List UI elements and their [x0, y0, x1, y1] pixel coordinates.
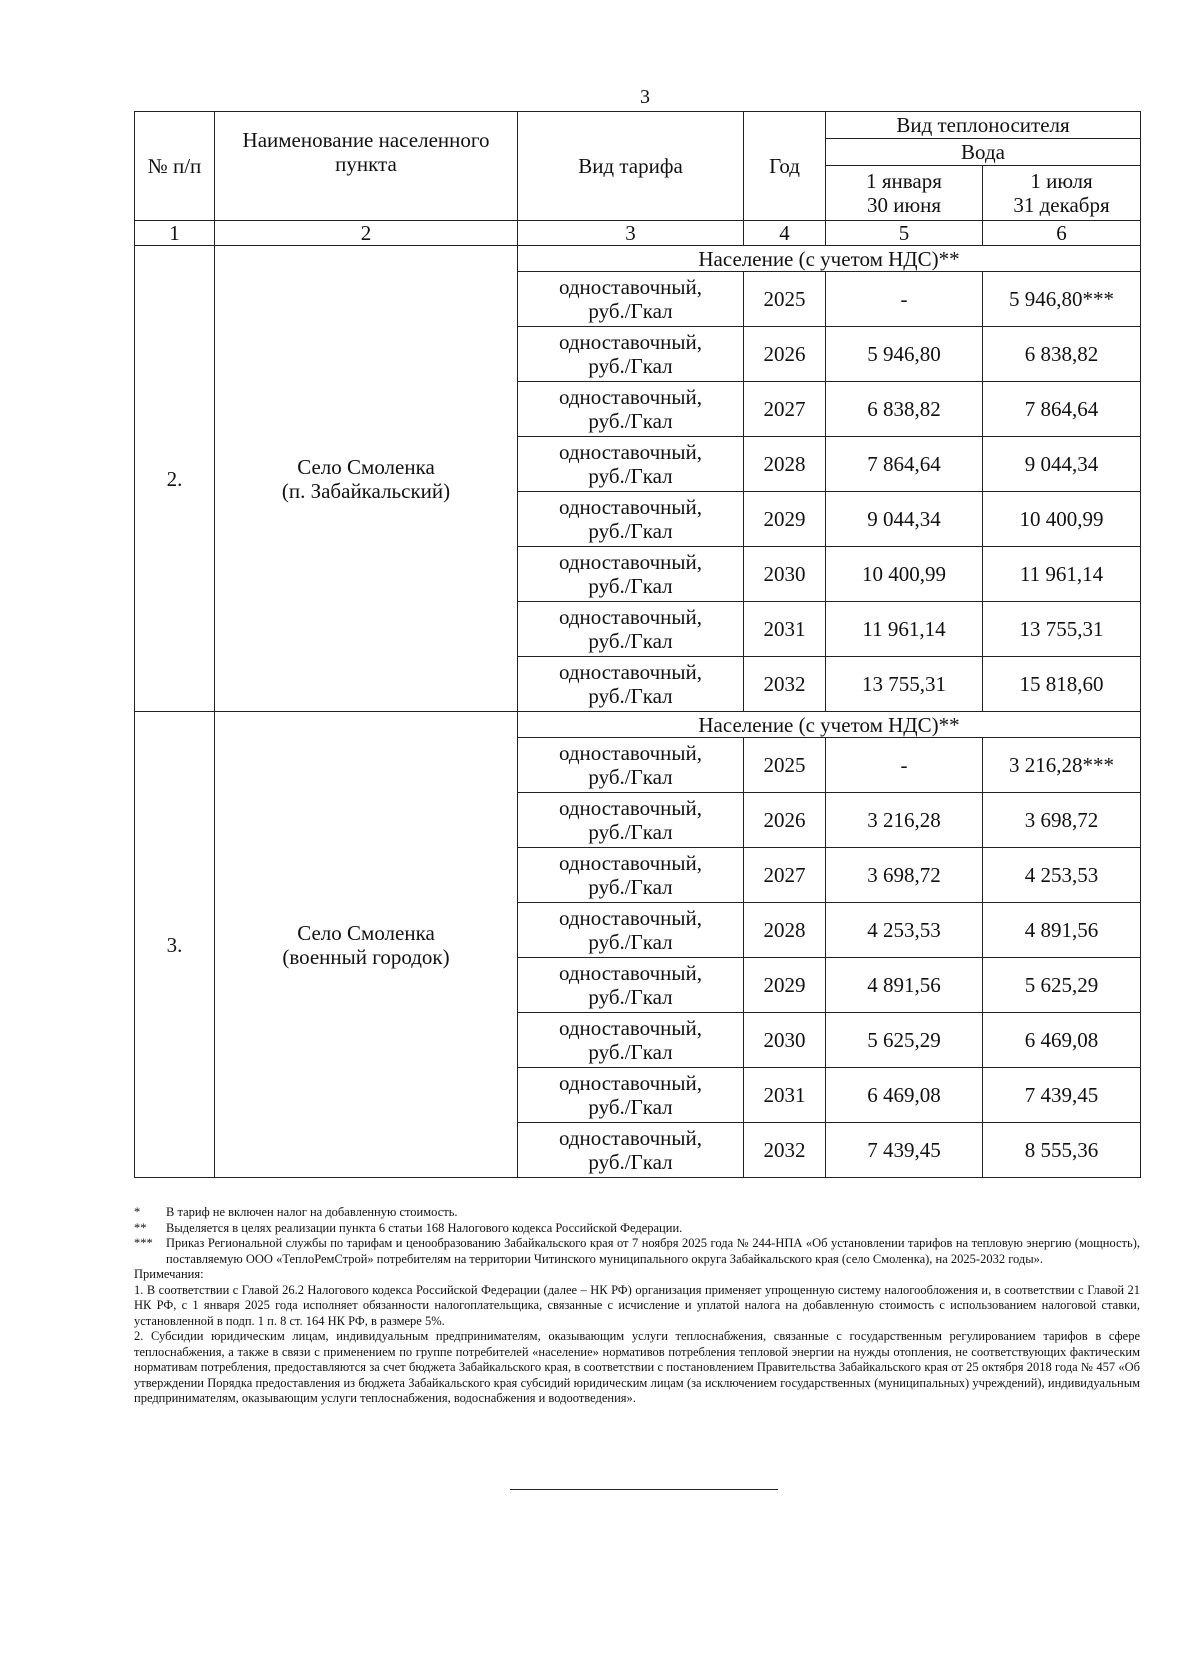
tariff-h1-cell: 13 755,31 — [826, 657, 983, 712]
tariff-type-line-2: руб./Гкал — [588, 464, 673, 488]
column-number-4: 4 — [744, 221, 826, 246]
tariff-type-line-2: руб./Гкал — [588, 1095, 673, 1119]
tariff-type-line-1: одноставочный, — [558, 440, 703, 464]
tariff-type-line-1: одноставочный, — [558, 495, 703, 519]
year-cell: 2031 — [744, 602, 826, 657]
tariff-type-line-2: руб./Гкал — [588, 299, 673, 323]
header-period-2-start: 1 июля — [1030, 169, 1093, 193]
tariff-h2-cell: 8 555,36 — [983, 1123, 1141, 1178]
year-cell: 2029 — [744, 492, 826, 547]
tariff-h1-cell: 4 891,56 — [826, 958, 983, 1013]
tariff-type-line-1: одноставочный, — [558, 906, 703, 930]
section-number: 3. — [135, 712, 215, 1178]
end-divider — [510, 1489, 778, 1490]
notes-block — [134, 1205, 1140, 1407]
consumer-category: Население (с учетом НДС)** — [518, 712, 1141, 738]
tariff-type-line-1: одноставочный, — [558, 330, 703, 354]
place-name-line-1: Село Смоленка — [297, 454, 435, 479]
tariff-type-line-1: одноставочный, — [558, 851, 703, 875]
tariff-h1-cell: - — [826, 272, 983, 327]
tariff-h1-cell: 6 469,08 — [826, 1068, 983, 1123]
section-header-row — [135, 712, 1141, 738]
tariff-type — [518, 437, 744, 492]
tariff-type-line-1: одноставочный, — [558, 660, 703, 684]
tariff-type — [518, 657, 744, 712]
tariff-h1-cell: - — [826, 738, 983, 793]
header-period-2-end: 31 декабря — [1013, 193, 1110, 217]
tariff-type-line-1: одноставочный, — [558, 796, 703, 820]
tariff-h2-cell: 10 400,99 — [983, 492, 1141, 547]
note-2: 2. Субсидии юридическим лицам, индивидуальным предпринимателям, оказывающим услуги теплоснабжения, связанные с государственным регулированием тарифов в сфере теплоснабжения, а также в связи с применением по группе потребителей «население» нормативов потребления тепловой энергии на нужды отопления, не соответствующих фактическим нормативам потребления, предоставляются за счет бюджета Забайкальского края, в соответствии с постановлением Правительства Забайкальского края от 25 октября 2018 года № 457 «Об утверждении Порядка предоставления из бюджета Забайкальского края субсидий юридическим лицам (за исключением государственных (муниципальных) учреждений), индивидуальным предпринимателям, оказывающим услуги теплоснабжения, водоснабжения и водоотведения». — [134, 1329, 1140, 1405]
tariff-type-line-1: одноставочный, — [558, 385, 703, 409]
tariff-h2-cell: 3 698,72 — [983, 793, 1141, 848]
tariff-type — [518, 848, 744, 903]
tariff-type — [518, 547, 744, 602]
header-year: Год — [744, 112, 826, 221]
tariff-type — [518, 1013, 744, 1068]
tariff-type-line-2: руб./Гкал — [588, 985, 673, 1009]
tariff-h1-cell: 11 961,14 — [826, 602, 983, 657]
tariff-type — [518, 793, 744, 848]
header-carrier-group: Вид теплоносителя — [826, 112, 1141, 139]
tariff-type — [518, 492, 744, 547]
tariff-table — [134, 111, 1141, 1178]
year-cell: 2025 — [744, 272, 826, 327]
tariff-h1-cell: 3 698,72 — [826, 848, 983, 903]
place-name-line-2: (военный городок) — [282, 944, 450, 969]
place-name — [215, 246, 518, 712]
tariff-type-line-2: руб./Гкал — [588, 519, 673, 543]
tariff-type-line-2: руб./Гкал — [588, 820, 673, 844]
header-num: № п/п — [135, 112, 215, 221]
tariff-h1-cell: 4 253,53 — [826, 903, 983, 958]
tariff-h1-cell: 5 946,80 — [826, 327, 983, 382]
header-period-1 — [826, 166, 983, 221]
section-header-row — [135, 246, 1141, 272]
footnote: *** Приказ Региональной службы по тарифам и ценообразованию Забайкальского края от 7 ноября 2025 года № 244-НПА «Об установлении тарифов на тепловую энергию (мощность), поставляемую ООО «ТеплоРемСтрой» потребителям на территории Читинского муниципального округа Забайкальского края (село Смоленка), на 2025-2032 годы». — [134, 1236, 1140, 1266]
notes-title: Примечания: — [134, 1267, 204, 1281]
year-cell: 2032 — [744, 657, 826, 712]
tariff-type-line-1: одноставочный, — [558, 1126, 703, 1150]
year-cell: 2028 — [744, 437, 826, 492]
column-number-1: 1 — [135, 221, 215, 246]
tariff-h1-cell: 9 044,34 — [826, 492, 983, 547]
tariff-h2-cell: 5 625,29 — [983, 958, 1141, 1013]
year-cell: 2032 — [744, 1123, 826, 1178]
year-cell: 2026 — [744, 327, 826, 382]
tariff-type — [518, 1068, 744, 1123]
tariff-type-line-1: одноставочный, — [558, 605, 703, 629]
tariff-h2-cell: 7 864,64 — [983, 382, 1141, 437]
year-cell: 2030 — [744, 1013, 826, 1068]
tariff-type-line-2: руб./Гкал — [588, 629, 673, 653]
tariff-h1-cell: 5 625,29 — [826, 1013, 983, 1068]
tariff-h1-cell: 10 400,99 — [826, 547, 983, 602]
column-number-3: 3 — [518, 221, 744, 246]
tariff-type — [518, 327, 744, 382]
year-cell: 2031 — [744, 1068, 826, 1123]
tariff-h2-cell: 4 253,53 — [983, 848, 1141, 903]
footnote: * В тариф не включен налог на добавленную стоимость. — [134, 1205, 458, 1219]
tariff-h1-cell: 6 838,82 — [826, 382, 983, 437]
consumer-category: Население (с учетом НДС)** — [518, 246, 1141, 272]
tariff-type-line-1: одноставочный, — [558, 275, 703, 299]
tariff-h2-cell: 6 838,82 — [983, 327, 1141, 382]
tariff-type — [518, 382, 744, 437]
header-carrier: Вода — [826, 139, 1141, 166]
year-cell: 2025 — [744, 738, 826, 793]
tariff-h1-cell: 3 216,28 — [826, 793, 983, 848]
tariff-h2-cell: 5 946,80*** — [983, 272, 1141, 327]
tariff-type-line-1: одноставочный, — [558, 550, 703, 574]
tariff-type-line-1: одноставочный, — [558, 741, 703, 765]
place-name-line-2: (п. Забайкальский) — [281, 478, 451, 503]
tariff-h2-cell: 9 044,34 — [983, 437, 1141, 492]
tariff-type-line-1: одноставочный, — [558, 1071, 703, 1095]
tariff-type-line-2: руб./Гкал — [588, 930, 673, 954]
tariff-type-line-1: одноставочный, — [558, 961, 703, 985]
tariff-h2-cell: 7 439,45 — [983, 1068, 1141, 1123]
column-number-6: 6 — [983, 221, 1141, 246]
page-number: 3 — [640, 86, 650, 108]
place-name — [215, 712, 518, 1178]
year-cell: 2028 — [744, 903, 826, 958]
column-number-5: 5 — [826, 221, 983, 246]
header-tariff: Вид тарифа — [518, 112, 744, 221]
tariff-h2-cell: 3 216,28*** — [983, 738, 1141, 793]
tariff-h2-cell: 13 755,31 — [983, 602, 1141, 657]
tariff-type-line-2: руб./Гкал — [588, 354, 673, 378]
year-cell: 2027 — [744, 382, 826, 437]
column-number-2: 2 — [215, 221, 518, 246]
place-name-line-1: Село Смоленка — [297, 920, 435, 945]
header-period-1-start: 1 января — [866, 169, 942, 193]
note-1: 1. В соответствии с Главой 26.2 Налогового кодекса Российской Федерации (далее – НК РФ) организация применяет упрощенную систему налогообложения и, в соответствии с Главой 21 НК РФ, с 1 января 2025 года исполняет обязанности налогоплательщика, связанные с исчисление и уплатой налога на добавленную стоимость с использованием налоговой ставки, установленной в подп. 1 п. 8 ст. 164 НК РФ, в размере 5%. — [134, 1282, 1140, 1328]
year-cell: 2027 — [744, 848, 826, 903]
tariff-h2-cell: 15 818,60 — [983, 657, 1141, 712]
tariff-type-line-1: одноставочный, — [558, 1016, 703, 1040]
year-cell: 2030 — [744, 547, 826, 602]
tariff-type — [518, 903, 744, 958]
section-number: 2. — [135, 246, 215, 712]
year-cell: 2026 — [744, 793, 826, 848]
tariff-type-line-2: руб./Гкал — [588, 684, 673, 708]
tariff-type-line-2: руб./Гкал — [588, 1040, 673, 1064]
tariff-type — [518, 272, 744, 327]
header-period-2 — [983, 166, 1141, 221]
tariff-h2-cell: 11 961,14 — [983, 547, 1141, 602]
year-cell: 2029 — [744, 958, 826, 1013]
tariff-type — [518, 602, 744, 657]
tariff-type — [518, 958, 744, 1013]
tariff-h2-cell: 4 891,56 — [983, 903, 1141, 958]
tariff-type-line-2: руб./Гкал — [588, 409, 673, 433]
tariff-h2-cell: 6 469,08 — [983, 1013, 1141, 1068]
tariff-type-line-2: руб./Гкал — [588, 875, 673, 899]
tariff-type-line-2: руб./Гкал — [588, 1150, 673, 1174]
tariff-h1-cell: 7 439,45 — [826, 1123, 983, 1178]
tariff-type — [518, 1123, 744, 1178]
tariff-type — [518, 738, 744, 793]
tariff-h1-cell: 7 864,64 — [826, 437, 983, 492]
tariff-type-line-2: руб./Гкал — [588, 765, 673, 789]
header-name: Наименование населенного пункта — [215, 112, 518, 221]
header-period-1-end: 30 июня — [866, 193, 942, 217]
tariff-type-line-2: руб./Гкал — [588, 574, 673, 598]
footnote: ** Выделяется в целях реализации пункта 6 статьи 168 Налогового кодекса Российской Федерации. — [134, 1220, 683, 1235]
